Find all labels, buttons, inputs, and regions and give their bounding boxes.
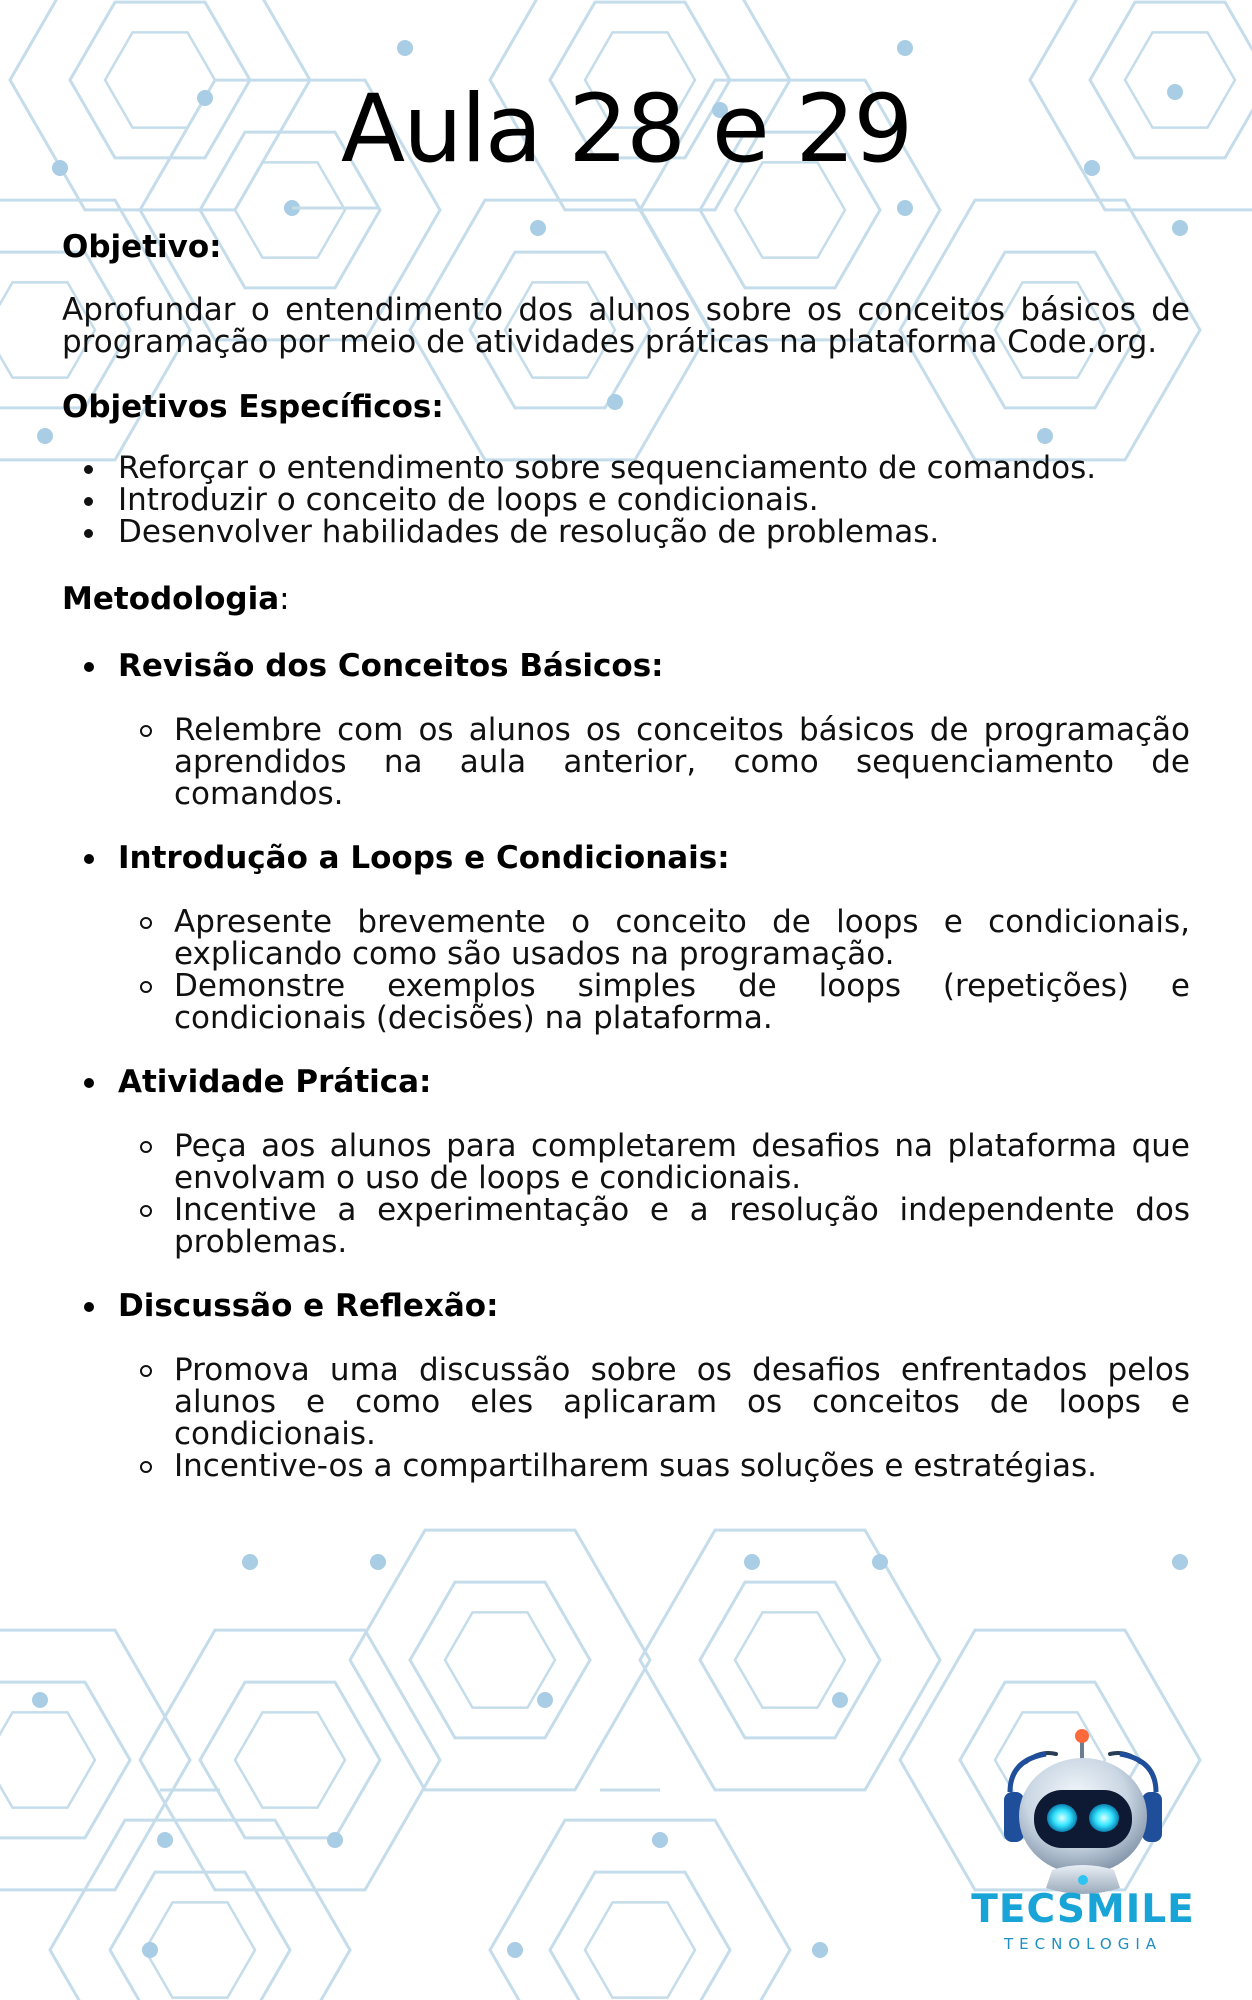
- network-node: [1172, 220, 1188, 236]
- network-node: [32, 1692, 48, 1708]
- network-node: [832, 1692, 848, 1708]
- section-title: Revisão dos Conceitos Básicos:: [118, 648, 664, 684]
- list-item: Promova uma discussão sobre os desafios enfrentados pelos alunos e como eles aplicaram os conceitos de loops e condicionais.: [174, 1352, 1190, 1452]
- metodologia-heading: [62, 582, 290, 616]
- hexagon-shape: [410, 1582, 590, 1738]
- section-items: [174, 714, 1190, 810]
- section-items: [174, 906, 1190, 1034]
- brand-tagline: TECNOLOGIA: [1003, 1935, 1163, 1953]
- network-node: [142, 1942, 158, 1958]
- hexagon-shape: [50, 1820, 350, 2000]
- hexagon-shape: [585, 1902, 695, 1997]
- network-node: [607, 394, 623, 410]
- objetivos-especificos-heading: Objetivos Específicos:: [62, 389, 444, 425]
- network-node: [327, 1832, 343, 1848]
- section-title: Discussão e Reflexão:: [118, 1288, 499, 1324]
- brand-name: TECSMILE: [971, 1887, 1195, 1932]
- network-node: [897, 200, 913, 216]
- list-item: Introduzir o conceito de loops e condicionais.: [62, 484, 1190, 516]
- list-item: Incentive a experimentação e a resolução independente dos problemas.: [174, 1192, 1190, 1260]
- list-item: Demonstre exemplos simples de loops (repetições) e condicionais (decisões) na plataforma.: [174, 968, 1190, 1036]
- hexagon-shape: [445, 1612, 555, 1707]
- objetivo-heading: Objetivo:: [62, 229, 222, 265]
- section-items: [174, 1354, 1190, 1482]
- network-node: [242, 1554, 258, 1570]
- hexagon-shape: [0, 1682, 130, 1838]
- hexagon-shape: [490, 1820, 790, 2000]
- network-node: [652, 1832, 668, 1848]
- section-title: Introdução a Loops e Condicionais:: [118, 840, 730, 876]
- hexagon-shape: [0, 1712, 95, 1807]
- hexagon-shape: [550, 1872, 730, 2000]
- network-node: [530, 220, 546, 236]
- hexagon-shape: [700, 1582, 880, 1738]
- section-items: [174, 1130, 1190, 1258]
- network-node: [157, 1832, 173, 1848]
- list-item: Apresente brevemente o conceito de loops e condicionais, explicando como são usados na programação.: [174, 904, 1190, 972]
- hexagon-shape: [200, 1682, 380, 1838]
- hexagon-shape: [640, 1530, 940, 1790]
- network-node: [537, 1692, 553, 1708]
- network-node: [744, 1554, 760, 1570]
- hexagon-shape: [235, 1712, 345, 1807]
- metodologia-colon: :: [279, 581, 290, 617]
- network-node: [37, 428, 53, 444]
- network-node: [897, 40, 913, 56]
- network-node: [397, 40, 413, 56]
- network-node: [1172, 1554, 1188, 1570]
- network-node: [872, 1554, 888, 1570]
- objetivos-especificos-list: [62, 452, 1190, 548]
- metodologia-heading-text: Metodologia: [62, 581, 280, 617]
- list-item: Relembre com os alunos os conceitos básicos de programação aprendidos na aula anterior, como sequenciamento de comandos.: [174, 712, 1190, 812]
- hexagon-shape: [140, 1630, 440, 1890]
- network-node: [812, 1942, 828, 1958]
- list-item: Reforçar o entendimento sobre sequenciamento de comandos.: [62, 452, 1190, 484]
- objetivo-text: Aprofundar o entendimento dos alunos sobre os conceitos básicos de programação por meio de atividades práticas na plataforma Code.org.: [62, 292, 1190, 360]
- hexagon-shape: [350, 1530, 650, 1790]
- list-item: Peça aos alunos para completarem desafios na plataforma que envolvam o uso de loops e condicionais.: [174, 1128, 1190, 1196]
- hexagon-shape: [145, 1902, 255, 1997]
- list-item: Incentive-os a compartilharem suas soluções e estratégias.: [174, 1450, 1190, 1482]
- list-item: Desenvolver habilidades de resolução de problemas.: [62, 516, 1190, 548]
- page-title: Aula 28 e 29: [340, 75, 912, 184]
- network-node: [507, 1942, 523, 1958]
- network-node: [370, 1554, 386, 1570]
- section-title: Atividade Prática:: [118, 1064, 432, 1100]
- network-node: [1037, 428, 1053, 444]
- hexagon-shape: [735, 1612, 845, 1707]
